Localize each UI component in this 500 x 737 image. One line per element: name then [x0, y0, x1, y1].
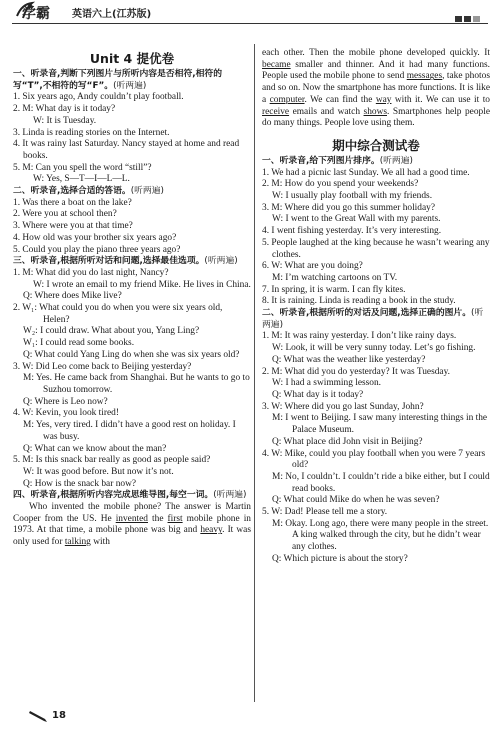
- pen-icon: [28, 711, 48, 723]
- list-item: M: Yes. He came back from Shanghai. But he wants to go to Suzhou tomorrow.: [23, 373, 250, 395]
- list-item: Q: What could Yang Ling do when she was six years old?: [23, 349, 240, 360]
- list-item: M: I’m watching cartoons on TV.: [272, 272, 398, 283]
- section-heading: 二、听录音,选择合适的答语。(听两遍): [13, 186, 164, 197]
- list-item: 1. Was there a boat on the lake?: [13, 197, 132, 208]
- column-divider: [254, 44, 255, 702]
- unit-title: Unit 4 提优卷: [89, 51, 175, 66]
- book-title: 英语六上(江苏版): [72, 9, 152, 20]
- list-item: W: I went to the Great Wall with my parents.: [272, 214, 441, 225]
- section-heading: 一、听录音,判断下列图片与所听内容是否相符,相符的写“T”,不相符的写“F”。(听两遍): [13, 69, 223, 91]
- list-item: 1. M: It was rainy yesterday. I don’t like rainy days.: [262, 331, 457, 342]
- brand-name: 学霸: [22, 6, 50, 22]
- passage-paragraph: Who invented the mobile phone? The answer is Martin Cooper from the US. He invented the first mobile phone in 1973. At that time, a mobile phone was big and heavy. It was only used for talking with: [13, 502, 251, 548]
- passage-continuation: each other. Then the mobile phone developed quickly. It became smaller and thinner. And it had many functions. People used the mobile phone to send messages, take photos and so on. Now the smartphone has more functions. It is like a computer. We can find the way with it. We can use it to receive emails and watch shows. Smartphones help people do many things. People love using them.: [262, 48, 490, 129]
- list-item: Q: How is the snack bar now?: [23, 478, 136, 489]
- list-item: 3. Linda is reading stories on the Internet.: [13, 127, 170, 138]
- list-item: 5. People laughed at the king because he wasn’t wearing any clothes.: [262, 237, 490, 260]
- list-item: 1. We had a picnic last Sunday. We all had a good time.: [262, 167, 470, 178]
- list-item: 5. M: Can you spell the word “still”?: [13, 162, 152, 173]
- list-item: W: It is Tuesday.: [33, 115, 97, 126]
- list-item: 4. How old was your brother six years ago?: [13, 232, 177, 243]
- list-item: M: Yes, very tired. I didn’t have a good rest on holiday. I was busy.: [23, 420, 236, 442]
- list-item: 2. M: What day is it today?: [13, 104, 116, 115]
- left-column: [13, 48, 251, 549]
- section-heading: 二、听录音,根据所听的对话及问题,选择正确的图片。(听两遍): [262, 308, 484, 330]
- list-item: 3. W: Where did you go last Sunday, John?: [262, 401, 424, 412]
- list-item: 1. M: What did you do last night, Nancy?: [13, 267, 169, 278]
- list-item: W: Yes, S—T—I—L—L.: [33, 174, 130, 185]
- list-item: 4. W: Mike, could you play football when you were 7 years old?: [262, 448, 486, 471]
- list-item: W: Look, it will be very sunny today. Let’s go fishing.: [272, 343, 476, 354]
- list-item: W: I had a swimming lesson.: [272, 378, 382, 389]
- list-item: M: Okay. Long ago, there were many people in the street. A king walked through the city, but he didn’t wear any clothes.: [272, 518, 489, 553]
- list-item: 4. It was rainy last Saturday. Nancy stayed at home and read books.: [13, 139, 240, 161]
- list-item: 7. In spring, it is warm. I can fly kites.: [262, 284, 406, 295]
- test-title: 期中综合测试卷: [332, 137, 420, 153]
- list-item: W: It was good before. But now it’s not.: [23, 466, 174, 477]
- list-item: W: I wrote an email to my friend Mike. He lives in China.: [33, 279, 251, 290]
- section-heading: 一、听录音,给下列图片排序。(听两遍): [262, 155, 413, 166]
- list-item: Q: Where is Leo now?: [23, 396, 108, 407]
- list-item: M: I went to Beijing. I saw many interesting things in the Palace Museum.: [272, 413, 488, 436]
- list-item: 5. Could you play the piano three years ago?: [13, 244, 181, 255]
- list-item: 3. M: Where did you go this summer holiday?: [262, 202, 435, 213]
- list-item: W₂: I could draw. What about you, Yang Ling?: [23, 326, 200, 337]
- list-item: Q: What day is it today?: [272, 389, 364, 400]
- list-item: 3. Where were you at that time?: [13, 221, 133, 232]
- list-item: 5. M: Is this snack bar really as good as people said?: [13, 455, 211, 466]
- list-item: 1. Six years ago, Andy couldn’t play football.: [13, 92, 184, 103]
- section-heading: 三、听录音,根据所听对话和问题,选择最佳选项。(听两遍): [13, 256, 238, 267]
- section-heading: 四、听录音,根据所听内容完成思维导图,每空一词。(听两遍): [13, 490, 247, 501]
- page-number: 18: [52, 710, 66, 721]
- list-item: M: No, I couldn’t. I couldn’t ride a bike either, but I could read books.: [272, 471, 490, 494]
- list-item: Q: What was the weather like yesterday?: [272, 354, 426, 365]
- list-item: 5. W: Dad! Please tell me a story.: [262, 507, 388, 518]
- list-item: 4. W: Kevin, you look tired!: [13, 408, 119, 419]
- list-item: 2. W₁: What could you do when you were six years old, Helen?: [13, 303, 223, 325]
- list-item: Q: What can we know about the man?: [23, 443, 167, 454]
- list-item: 2. Were you at school then?: [13, 209, 117, 220]
- list-item: 8. It is raining. Linda is reading a book in the study.: [262, 296, 456, 307]
- list-item: 4. I went fishing yesterday. It’s very interesting.: [262, 226, 442, 237]
- list-item: W: I usually play football with my friends.: [272, 191, 433, 202]
- list-item: 3. W: Did Leo come back to Beijing yesterday?: [13, 361, 192, 372]
- list-item: Q: Where does Mike live?: [23, 291, 122, 302]
- list-item: Q: What place did John visit in Beijing?: [272, 436, 423, 447]
- header-rule: [12, 23, 488, 24]
- list-item: Q: What could Mike do when he was seven?: [272, 495, 440, 506]
- list-item: 6. W: What are you doing?: [262, 261, 363, 272]
- list-item: Q: Which picture is about the story?: [272, 553, 408, 564]
- list-item: 2. M: What did you do yesterday? It was Tuesday.: [262, 366, 450, 377]
- right-column: [262, 48, 490, 566]
- header-decoration: [453, 9, 480, 27]
- list-item: 2. M: How do you spend your weekends?: [262, 179, 419, 190]
- page-header: [0, 0, 500, 34]
- list-item: W₁: I could read some books.: [23, 338, 135, 349]
